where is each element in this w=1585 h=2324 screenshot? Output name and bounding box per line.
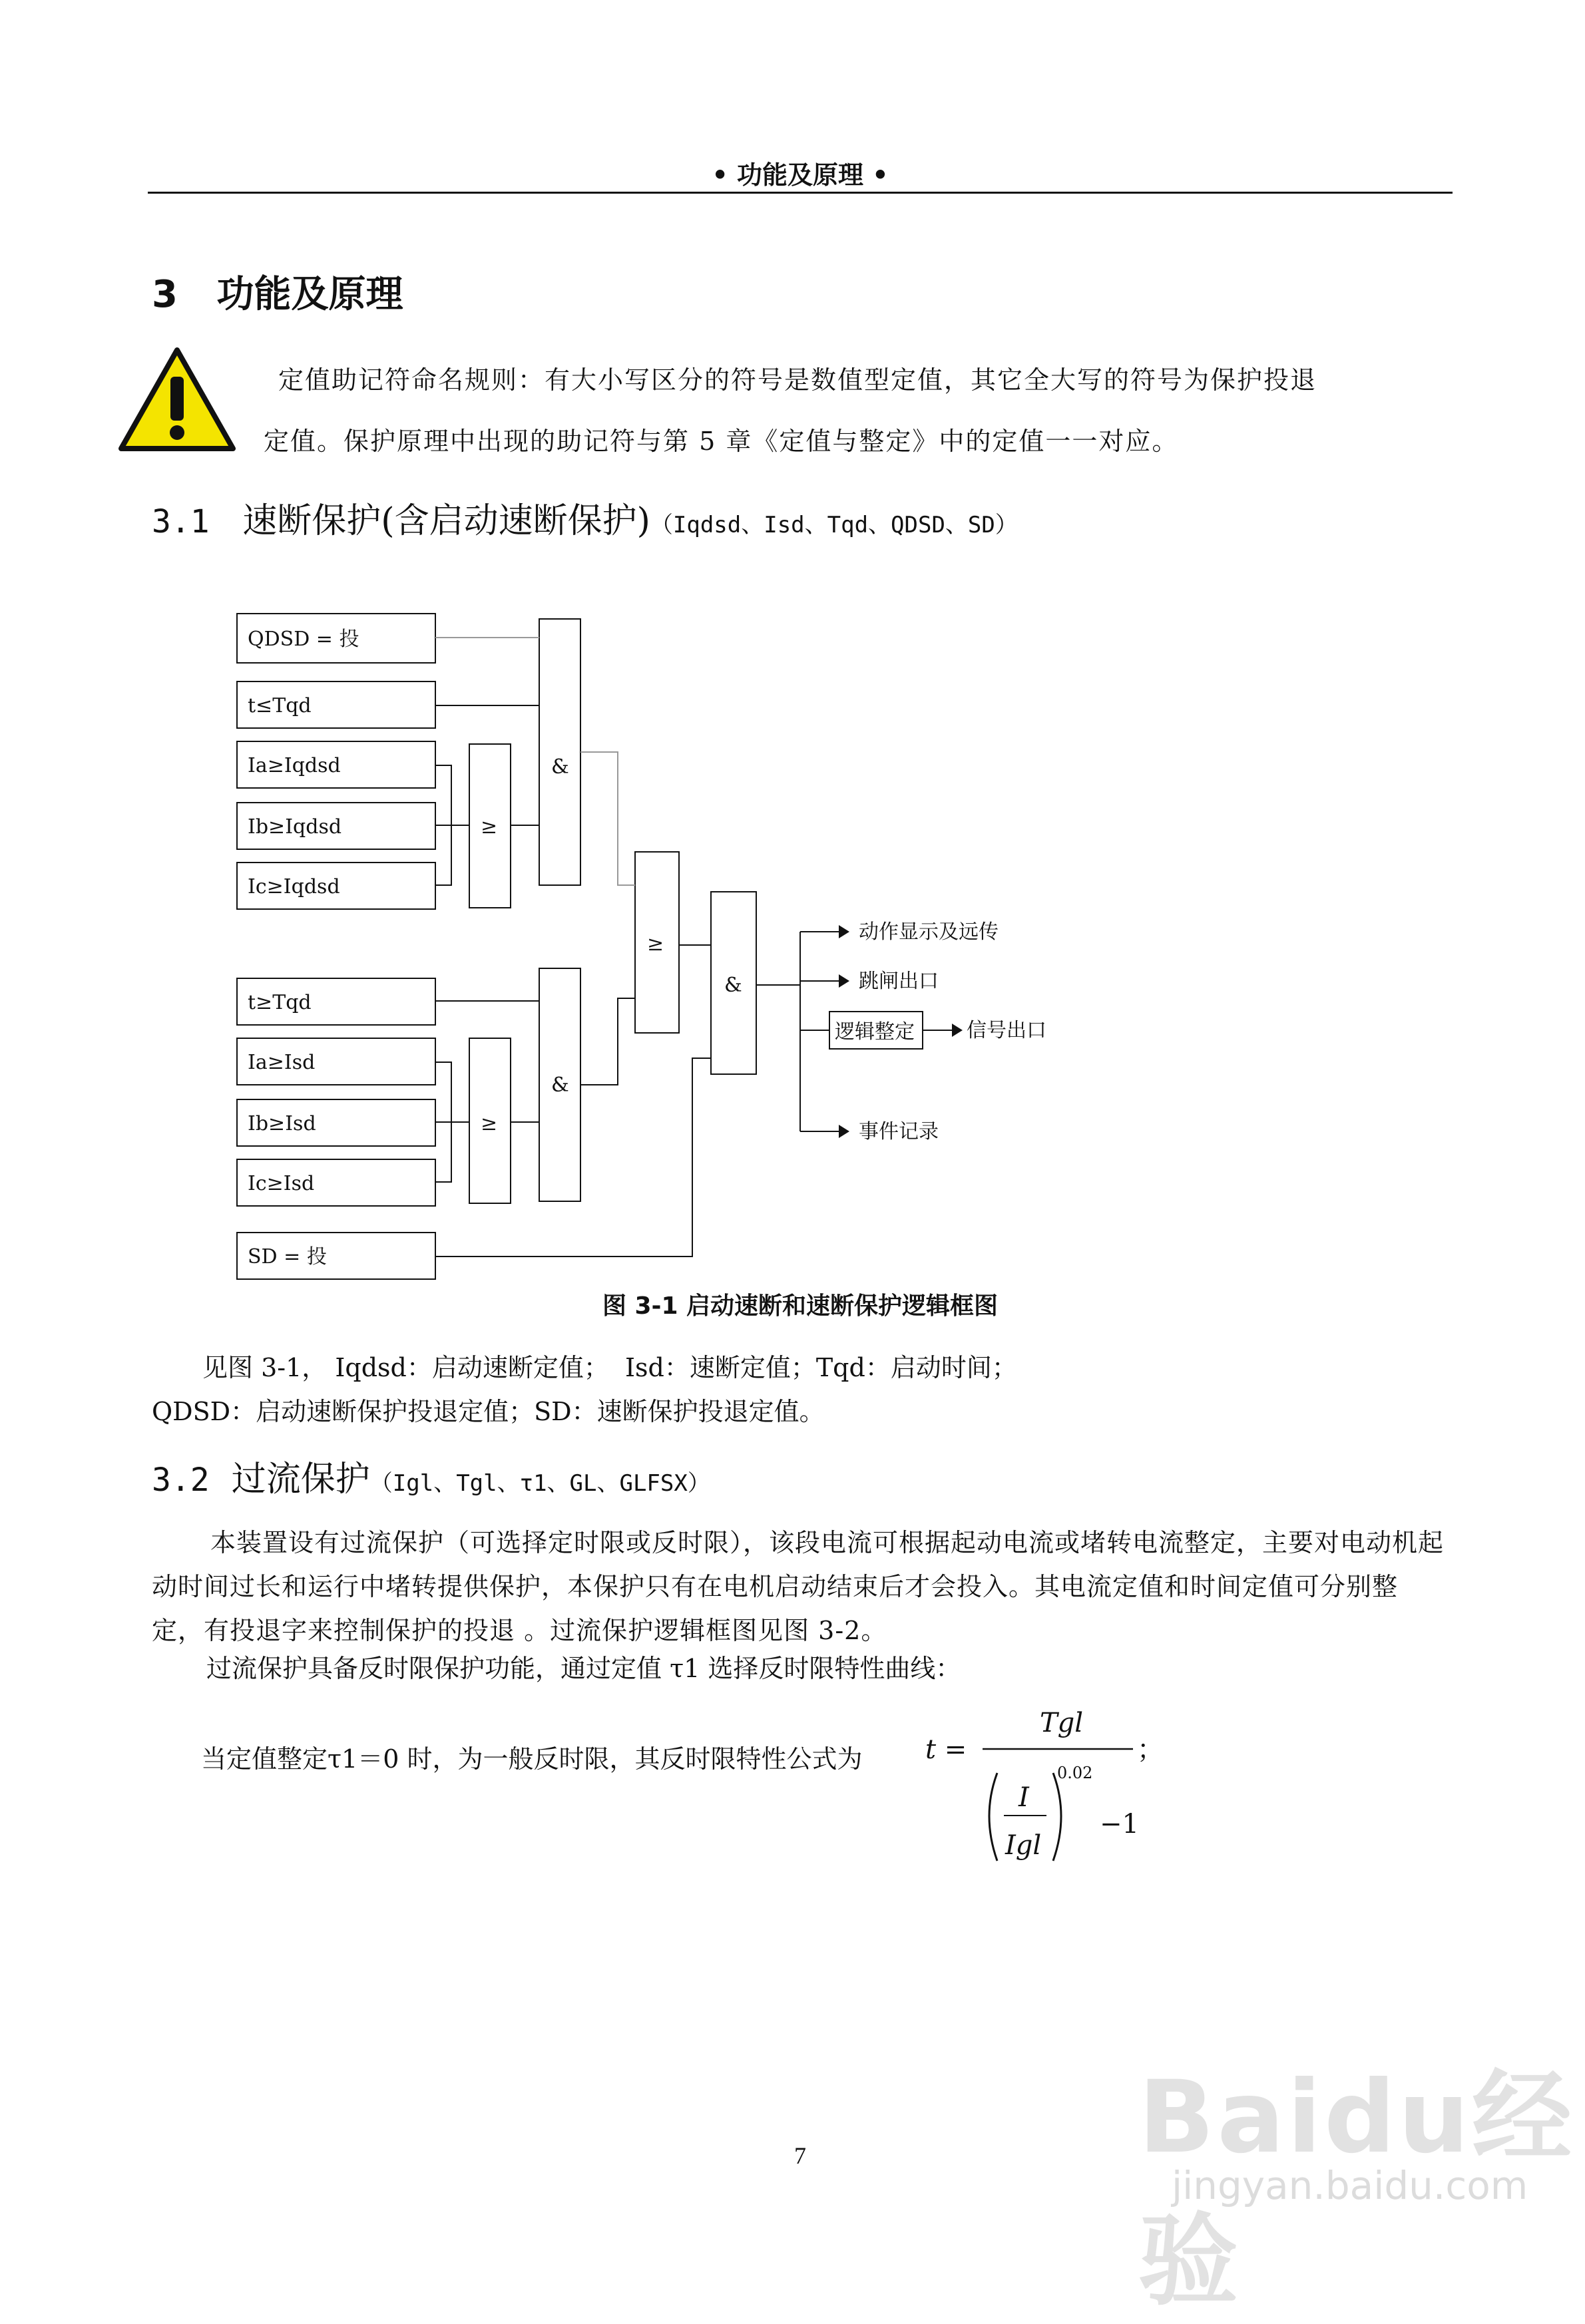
logic-diagram	[226, 599, 1118, 1291]
inverse-time-line: 过流保护具备反时限保护功能，通过定值 τ1 选择反时限特性曲线：	[206, 1654, 961, 1683]
section-subtitle: （Igl、Tgl、τ1、GL、GLFSX）	[369, 1470, 710, 1497]
output-label: 动作显示及远传	[859, 920, 999, 944]
warning-note-line1: 定值助记符命名规则：有大小写区分的符号是数值型定值，其它全大写的符号为保护投退	[278, 365, 1317, 395]
arrow-icon	[839, 925, 849, 938]
formula-lead-text: 当定值整定τ1＝0 时，为一般反时限，其反时限特性公式为	[201, 1744, 863, 1774]
section-title: 过流保护	[231, 1459, 370, 1499]
chapter-title: 3 功能及原理	[152, 273, 403, 316]
page-number: 7	[794, 2142, 806, 2169]
section-number: 3.1	[152, 503, 210, 540]
figure-description-line1: 见图 3-1， Iqdsd：启动速断定值； Isd：速断定值；Tqd：启动时间；	[152, 1353, 1017, 1382]
logic-box-label: 逻辑整定	[835, 1020, 915, 1044]
formula-inner-numerator: I	[1019, 1782, 1029, 1813]
output-label: 事件记录	[859, 1120, 939, 1143]
body-paragraph: 本装置设有过流保护（可选择定时限或反时限），该段电流可根据起动电流或堵转电流整定，主要对电动机起动时间过长和运行中堵转提供保护，本保护只有在电机启动结束后才会投入。其电流定值和时间定值可分别整定，有投退字来控制保护的投退 。过流保护逻辑框图见图 3-2。	[152, 1528, 1445, 1645]
input-label: SD = 投	[248, 1245, 327, 1268]
output-label: 信号出口	[967, 1019, 1046, 1042]
watermark-logo: Baidu经验	[1138, 2060, 1575, 2319]
section-number: 3.2	[152, 1461, 210, 1499]
warning-note-line2: 定值。保护原理中出现的助记符与第 5 章《定值与整定》中的定值一一对应。	[264, 427, 1179, 456]
output-label: 跳闸出口	[859, 970, 939, 993]
input-label: Ic≥Iqdsd	[248, 875, 340, 898]
watermark-url: jingyan.baidu.com	[1172, 2163, 1528, 2208]
formula-inner-denominator: Igl	[1005, 1830, 1042, 1861]
running-header: • 功能及原理 •	[712, 160, 889, 190]
formula-trail: ；	[1137, 1734, 1164, 1765]
gate-label: &	[551, 1073, 569, 1097]
input-label: Ia≥Isd	[248, 1051, 316, 1074]
formula-numerator: Tgl	[1040, 1708, 1084, 1738]
section-subtitle: （Iqdsd、Isd、Tqd、QDSD、SD）	[650, 512, 1018, 538]
figure-description	[152, 1346, 1447, 1434]
warning-triangle-icon	[117, 346, 237, 453]
section-3-1-heading	[152, 492, 1018, 542]
gate-label: &	[724, 974, 742, 997]
gate-label: &	[551, 755, 569, 779]
formula-lhs: t =	[925, 1734, 967, 1765]
formula-minus-one: −1	[1100, 1809, 1139, 1840]
input-label: t≥Tqd	[248, 991, 312, 1014]
figure-caption: 图 3-1 启动速断和速断保护逻辑框图	[602, 1292, 999, 1320]
gate-label: ≥	[481, 1112, 498, 1135]
input-label: Ib≥Iqdsd	[248, 815, 342, 839]
figure-description-line2: QDSD：启动速断保护投退定值；SD：速断保护投退定值。	[152, 1397, 825, 1426]
inverse-time-formula	[925, 1704, 1165, 1877]
and-gate-upper	[539, 619, 580, 885]
header-rule	[148, 192, 1453, 194]
arrow-icon	[952, 1024, 963, 1037]
arrow-icon	[839, 974, 849, 988]
input-label: QDSD = 投	[248, 628, 359, 651]
input-label: Ia≥Iqdsd	[248, 754, 341, 777]
section-3-2-heading	[152, 1451, 710, 1501]
gate-label: ≥	[647, 932, 664, 956]
input-label: Ib≥Isd	[248, 1112, 316, 1135]
input-label: Ic≥Isd	[248, 1172, 315, 1195]
input-label: t≤Tqd	[248, 694, 312, 717]
gate-label: ≥	[481, 815, 498, 839]
section-title: 速断保护(含启动速断保护)	[242, 501, 650, 541]
formula-exponent: 0.02	[1057, 1764, 1093, 1782]
arrow-icon	[839, 1125, 849, 1138]
